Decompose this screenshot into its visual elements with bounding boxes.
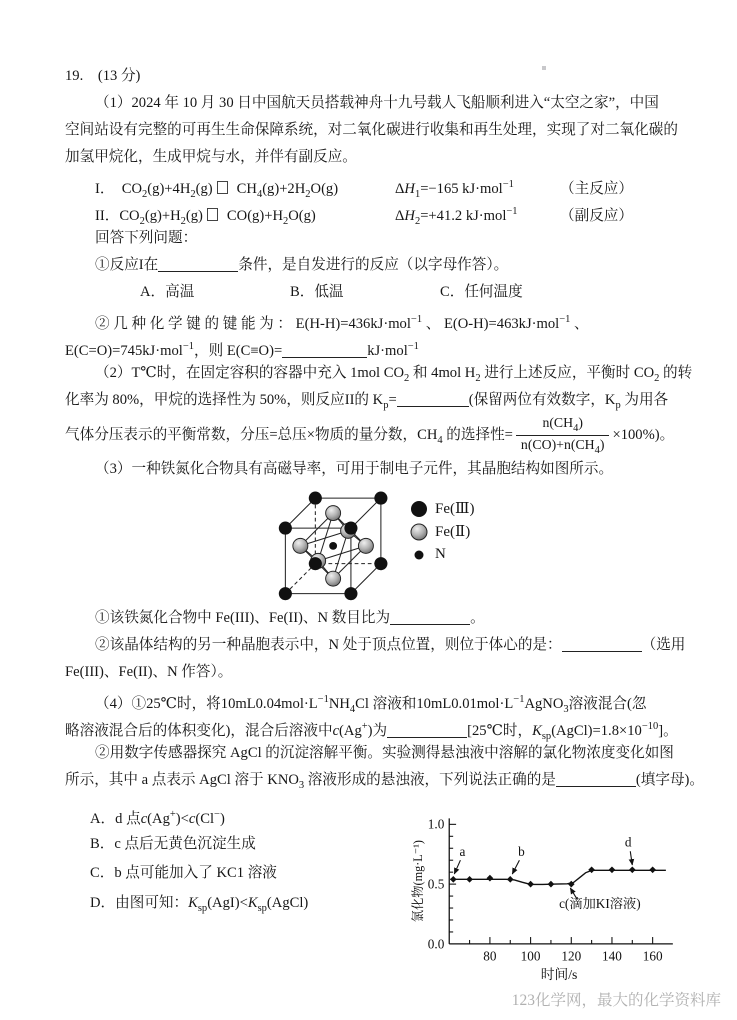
chloride-concentration-chart [410,790,677,986]
fe3-atom-icon [409,499,429,519]
svg-text:100: 100 [520,948,541,964]
text-line: 加氢甲烷化，生成甲烷与水，并伴有副反应。 [65,149,357,165]
text-line: ②用数字传感器探究 AgCl 的沉淀溶解平衡。实验测得悬浊液中溶解的氯化物浓度变化如图 [95,745,674,761]
figure-legend [409,497,474,566]
text-line: II．$CO_2(g)+H_2(g)$ $CO(g)+H_2O(g)$ $\Delta H_2=+41.2$ kJ·mol$^{-1}$ （副反应） [95,206,633,227]
question-text-block-bottom [65,605,705,794]
text-line: A．高温 B．低温 C．任何温度 [140,284,523,300]
legend-label: N [435,546,446,562]
svg-text:1.0: 1.0 [428,816,445,832]
text-line: 回答下列问题： [95,230,198,246]
text-line: Fe(III)、Fe(II)、N 作答）。 [65,664,233,680]
question-text-block-top [65,63,693,483]
text-line: ② 几 种 化 学 键 的 键 能 为 ： E(H-H)=436kJ·mol$^{-1}$ 、 E(O-H)=463kJ·mol$^{-1}$ 、 [95,314,589,332]
crystal-structure-drawing [271,485,399,603]
text-line: 化率为 80%，甲烷的选择性为 50%，则反应II的 $K_p=$ (保留两位有效数字，$K_p$ 为用各 [65,392,669,411]
option-item: C．b 点可能加入了 KC1 溶液 [90,865,277,881]
svg-text:氯化物(mg·L⁻¹): 氯化物(mg·L⁻¹) [411,840,426,923]
svg-text:b: b [518,844,525,860]
text-line: ②该晶体结构的另一种晶胞表示中，N 处于顶点位置，则位于体心的是： （选用 [95,637,686,653]
fe2-atom-icon [409,522,429,542]
svg-text:0.0: 0.0 [428,936,445,952]
text-line: ①反应I在 条件，是自发进行的反应（以字母作答）。 [95,257,509,273]
text-line: （3）一种铁氮化合物具有高磁导率，可用于制电子元件，其晶胞结构如图所示。 [95,461,614,477]
text-line: 19. (13 分) [65,68,141,84]
site-watermark: 123化学网，最大的化学资料库 [511,992,721,1009]
svg-text:时间/s: 时间/s [541,967,578,983]
text-line: I． $CO_2(g)+4H_2(g)$ $CH_4(g)+2H_2O(g)$ $\Delta H_1=-165$ kJ·mol$^{-1}$ （主反应） [95,179,633,200]
option-item: D．由图可知：$K_{sp}(AgI)<K_{sp}(AgCl)$ [90,894,309,914]
unit-cell-figure [271,485,677,603]
svg-text:0.5: 0.5 [428,876,445,892]
text-line: （2）T℃时，在固定容积的容器中充入 1mol $CO_2$ 和 4mol $H_2$ 进行上述反应，平衡时 $CO_2$ 的转 [95,365,693,384]
svg-text:160: 160 [642,948,663,964]
svg-text:d: d [625,834,632,850]
text-line: ①该铁氮化合物中 Fe(III)、Fe(II)、N 数目比为 。 [95,610,485,626]
svg-text:80: 80 [483,948,497,964]
text-line: （4）①25℃时，将$10mL0.04mol\cdot L^{-1}NH_4Cl$ 溶液和$10mL0.01mol\cdot L^{-1}AgNO_3$溶液混合(忽 [95,694,647,715]
text-line: 气体分压表示的平衡常数，分压=总压×物质的量分数，$CH_4$ 的选择性= $\frac{n(CH_4)}{n(CO)+n(CH_4)}$ ×100%)。 [65,415,675,456]
legend-item-fe3 [409,497,474,520]
text-line: E(C=O)=745kJ·mol$^{-1}$，则 E(C≡O)= kJ·mol$^{-1}$ [65,341,419,359]
text-line: 所示，其中 a 点表示 AgCl 溶于 $KNO_3$ 溶液形成的悬浊液，下列说法正确的是 (填字母)。 [65,772,705,791]
n-atom-icon [409,545,429,565]
svg-text:c(滴加KI溶液): c(滴加KI溶液) [559,896,641,912]
scan-artifact-dot [542,66,546,70]
text-line: （1）2024 年 10 月 30 日中国航天员搭载神舟十九号载人飞船顺利进入“太空之家”，中国 [95,95,659,111]
legend-label: Fe(Ⅱ) [435,524,471,540]
legend-item-n [409,543,474,566]
choice-options [65,796,410,986]
option-item: A．d 点c(Ag+)<c(Cl−) [90,809,225,827]
text-line: 空间站设有完整的可再生生命保障系统，对二氧化碳进行收集和再生处理，实现了对二氧化碳的 [65,122,678,138]
option-item: B．c 点后无黄色沉淀生成 [90,835,256,852]
svg-text:120: 120 [561,948,582,964]
options-and-chart-row [65,796,677,986]
text-line: 略溶液混合后的体积变化)，混合后溶液中c(Ag+)为 [25℃时，$K_{sp}(AgCl)=1.8\times 10^{-10}$]。 [65,721,678,742]
legend-label: Fe(Ⅲ) [435,501,475,517]
legend-item-fe2 [409,520,474,543]
svg-text:140: 140 [602,948,623,964]
svg-text:a: a [459,844,466,860]
